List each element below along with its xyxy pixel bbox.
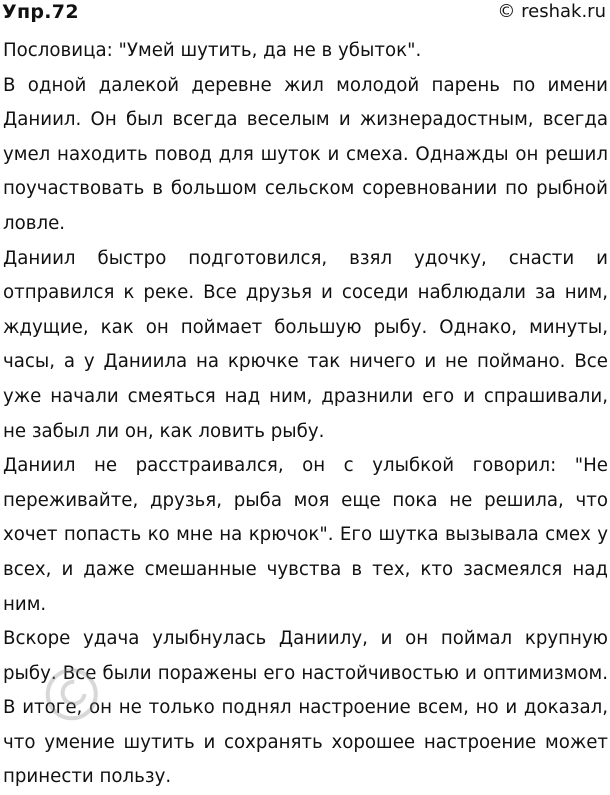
paragraph-2: Даниил быстро подготовился, взял удочку, снасти и отправился к реке. Все друзья и соседи наблюдали за ним, ждущие, как он поймает большую рыбу. Однако, минуты, часы, а у Даниила на крючке так ничего и не поймано. Все уже начали смеяться над ним, дразнили его и спрашивали, не забыл ли он, как ловить рыбу. (3, 247, 608, 442)
paragraph-3: Даниил не расстраивался, он с улыбкой говорил: "Не переживайте, друзья, рыба моя еще пока не решила, что хочет попасть ко мне на крючок". Его шутка вызывала смех у всех, и даже смешанные чувства в тех, кто засмеялся над ним. (3, 455, 608, 615)
page-header (0, 0, 610, 30)
exercise-title: Упр.72 (2, 1, 79, 23)
paragraph-1: В одной далекой деревне жил молодой парень по имени Даниил. Он был всегда веселым и жизнерадостным, всегда умел находить повод для шуток и смеха. Однажды он решил поучаствовать в большом сельском соревновании по рыбной ловле. (3, 74, 608, 234)
site-credit[interactable]: © reshak.ru (497, 1, 606, 22)
exercise-text (3, 34, 608, 795)
paragraph-4: Вскоре удача улыбнулась Даниилу, и он поймал крупную рыбу. Все были поражены его настойчивостью и оптимизмом. В итоге, он не только поднял настроение всем, но и доказал, что умение шутить и сохранять хорошее настроение может принести пользу. (3, 628, 608, 788)
proverb-line: Пословица: "Умей шутить, да не в убыток". (3, 40, 422, 61)
